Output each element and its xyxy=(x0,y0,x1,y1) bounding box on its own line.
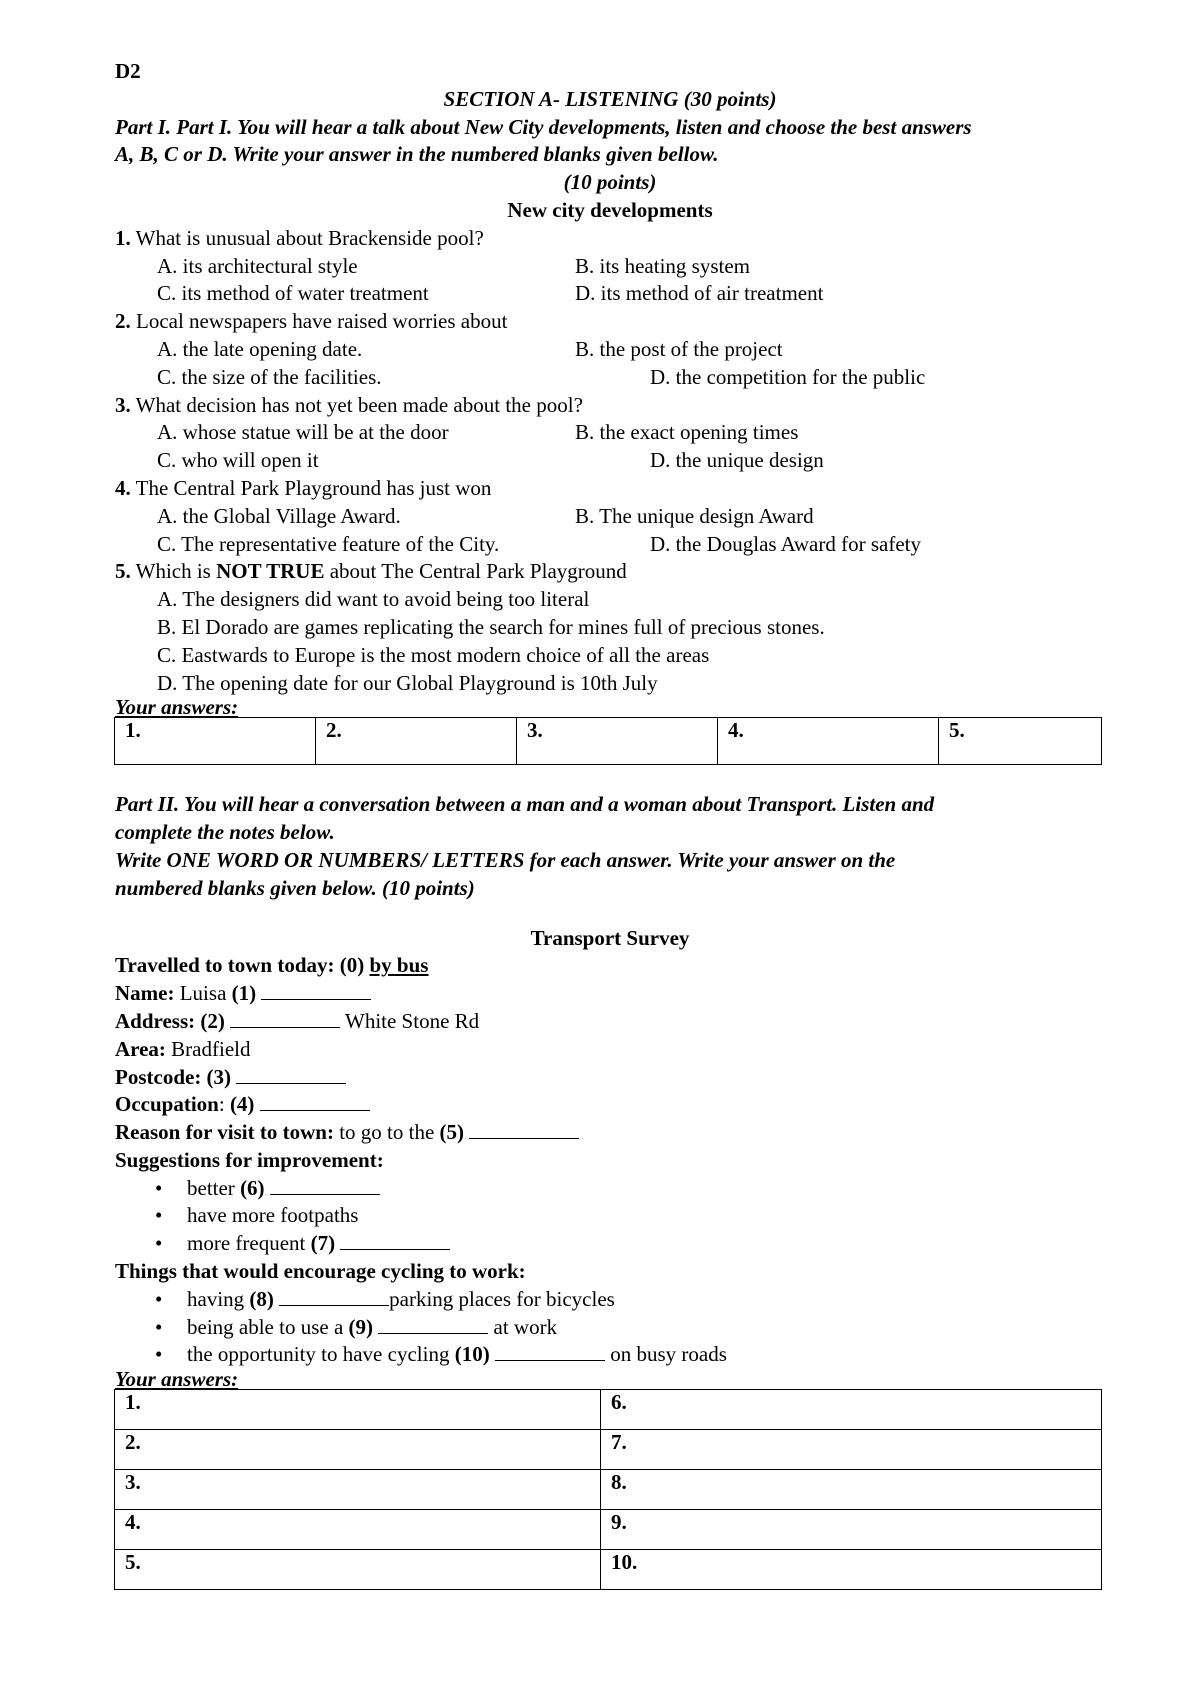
blank-number: (5) xyxy=(439,1120,465,1145)
area-value: Bradfield xyxy=(165,1036,251,1061)
your-answers-label: Your answers: xyxy=(115,1367,239,1392)
part1-instruction-line2: A, B, C or D. Write your answer in the numbered blanks given bellow. xyxy=(115,142,719,167)
bullet-icon: • xyxy=(155,1286,163,1311)
question-text-pre: Which is xyxy=(130,559,217,584)
travelled-row xyxy=(115,952,1105,980)
question-text-post: about The Central Park Playground xyxy=(324,559,627,584)
option-b: B. its heating system xyxy=(575,253,750,278)
question-3 xyxy=(115,392,1105,420)
answer-blank-8[interactable] xyxy=(279,1287,389,1306)
question-number: 3. xyxy=(115,392,131,417)
options-row xyxy=(115,419,1105,447)
blank-number: (1) xyxy=(231,981,257,1006)
bullet-icon: • xyxy=(155,1231,163,1256)
answer-cell-8[interactable]: 8. xyxy=(601,1470,1102,1510)
your-answers-label: Your answers: xyxy=(115,695,239,720)
question-2 xyxy=(115,308,1105,336)
question-text: What decision has not yet been made about the pool? xyxy=(130,392,583,417)
option-c: C. The representative feature of the City. xyxy=(157,531,500,556)
answer-cell-5[interactable]: 5. xyxy=(939,718,1102,765)
area-label: Area: xyxy=(115,1036,166,1061)
options-row xyxy=(115,503,1105,531)
question-number: 2. xyxy=(115,309,131,334)
answer-cell-2[interactable]: 2. xyxy=(115,1430,601,1470)
occupation-label: Occupation xyxy=(115,1092,219,1117)
answer-blank-6[interactable] xyxy=(270,1176,380,1195)
travelled-example: by bus xyxy=(369,953,429,978)
options-row xyxy=(115,280,1105,308)
name-row xyxy=(115,980,1105,1008)
part2-instruction-line3: Write ONE WORD OR NUMBERS/ LETTERS for each answer. Write your answer on the xyxy=(115,847,896,872)
bullet-icon: • xyxy=(155,1342,163,1367)
suggestion-text: better xyxy=(187,1175,241,1200)
options-row xyxy=(115,364,1105,392)
cycling-text: parking places for bicycles xyxy=(389,1286,615,1311)
option-c: C. the size of the facilities. xyxy=(157,364,382,389)
suggestion-item xyxy=(115,1230,1105,1258)
reason-label: Reason for visit to town: xyxy=(115,1120,334,1145)
answer-blank-4[interactable] xyxy=(260,1092,370,1111)
option-a: A. its architectural style xyxy=(157,253,358,278)
name-label: Name: xyxy=(115,981,175,1006)
option-c: C. Eastwards to Europe is the most modern choice of all the areas xyxy=(157,642,710,667)
option-a: A. The designers did want to avoid being too literal xyxy=(157,587,590,612)
bullet-icon: • xyxy=(155,1203,163,1228)
blank-number: (8) xyxy=(249,1286,274,1311)
answer-cell-3[interactable]: 3. xyxy=(115,1470,601,1510)
option-b: B. The unique design Award xyxy=(575,503,814,528)
option-b: B. the exact opening times xyxy=(575,420,799,445)
answer-blank-1[interactable] xyxy=(261,981,371,1000)
things-label: Things that would encourage cycling to work: xyxy=(115,1259,526,1284)
blank-number: (9) xyxy=(348,1314,374,1339)
option-a: A. whose statue will be at the door xyxy=(157,420,449,445)
answer-cell-7[interactable]: 7. xyxy=(601,1430,1102,1470)
cycling-text: the opportunity to have cycling xyxy=(187,1342,455,1367)
options-row xyxy=(115,531,1105,559)
option-c: C. its method of water treatment xyxy=(157,281,429,306)
part2-instruction-line4: numbered blanks given below. (10 points) xyxy=(115,875,475,900)
part2-answer-table xyxy=(114,1389,1102,1590)
option-d: D. its method of air treatment xyxy=(575,281,824,306)
part2-title: Transport Survey xyxy=(530,925,690,950)
travelled-label: Travelled to town today: (0) xyxy=(115,953,370,978)
option-b: B. El Dorado are games replicating the search for mines full of precious stones. xyxy=(157,614,825,639)
question-text: The Central Park Playground has just won xyxy=(130,475,492,500)
part2-instruction-line1: Part II. You will hear a conversation between a man and a woman about Transport. Listen and xyxy=(115,792,935,817)
option-c: C. who will open it xyxy=(157,448,319,473)
option-a: A. the late opening date. xyxy=(157,336,363,361)
address-value: White Stone Rd xyxy=(340,1008,480,1033)
answer-cell-6[interactable]: 6. xyxy=(601,1390,1102,1430)
answer-cell-4[interactable]: 4. xyxy=(115,1510,601,1550)
bullet-icon: • xyxy=(155,1175,163,1200)
address-label: Address: (2) xyxy=(115,1008,225,1033)
suggestion-item xyxy=(115,1202,1105,1230)
cycling-text: having xyxy=(187,1286,250,1311)
address-row xyxy=(115,1008,1105,1036)
section-title: SECTION A- LISTENING (30 points) xyxy=(443,86,777,111)
question-1 xyxy=(115,225,1105,253)
worksheet-page xyxy=(115,58,1105,1590)
blank-number: (4) xyxy=(229,1092,255,1117)
reason-value: to go to the xyxy=(333,1120,440,1145)
options-row xyxy=(115,336,1105,364)
cycling-text: being able to use a xyxy=(187,1314,349,1339)
answer-cell-5[interactable]: 5. xyxy=(115,1550,601,1590)
occupation-colon: : xyxy=(218,1092,230,1117)
option-a: A. the Global Village Award. xyxy=(157,503,401,528)
answer-cell-9[interactable]: 9. xyxy=(601,1510,1102,1550)
suggestion-text: have more footpaths xyxy=(187,1203,359,1228)
part1-points: (10 points) xyxy=(563,170,657,195)
answer-cell-2[interactable]: 2. xyxy=(316,718,517,765)
option-d: D. The opening date for our Global Playground is 10th July xyxy=(157,670,658,695)
suggestion-item xyxy=(115,1175,1105,1203)
cycling-item xyxy=(115,1341,1105,1369)
question-text: What is unusual about Brackenside pool? xyxy=(130,225,484,250)
area-row xyxy=(115,1036,1105,1064)
option-d: D. the Douglas Award for safety xyxy=(650,531,922,556)
cycling-item xyxy=(115,1314,1105,1342)
part1-title: New city developments xyxy=(507,197,713,222)
blank-number: (7) xyxy=(310,1231,336,1256)
part1-answer-table xyxy=(114,717,1102,765)
answer-cell-3[interactable]: 3. xyxy=(517,718,718,765)
answer-blank-7[interactable] xyxy=(340,1231,450,1250)
answer-cell-1[interactable]: 1. xyxy=(115,1390,601,1430)
options-row xyxy=(115,253,1105,281)
suggestions-label: Suggestions for improvement: xyxy=(115,1147,384,1172)
doc-code: D2 xyxy=(115,59,141,83)
options-row xyxy=(115,447,1105,475)
answer-blank-3[interactable] xyxy=(236,1065,346,1084)
name-value: Luisa xyxy=(174,981,232,1006)
question-5 xyxy=(115,558,1105,586)
cycling-text: at work xyxy=(488,1314,558,1339)
answer-blank-2[interactable] xyxy=(230,1009,340,1028)
cycling-text: on busy roads xyxy=(604,1342,727,1367)
option-d: D. the unique design xyxy=(650,448,824,473)
option-b: B. the post of the project xyxy=(575,336,783,361)
part2-instruction-line2: complete the notes below. xyxy=(115,820,335,845)
occupation-row xyxy=(115,1091,1105,1119)
cycling-item xyxy=(115,1286,1105,1314)
part1-instruction-line1: Part I. Part I. You will hear a talk about New City developments, listen and choose the best answers xyxy=(115,114,972,139)
question-number: 1. xyxy=(115,225,131,250)
question-text-emphasis: NOT TRUE xyxy=(216,559,325,584)
answer-blank-9[interactable] xyxy=(378,1315,488,1334)
answer-blank-5[interactable] xyxy=(469,1120,579,1139)
blank-number: (6) xyxy=(240,1175,265,1200)
answer-cell-4[interactable]: 4. xyxy=(718,718,939,765)
option-d: D. the competition for the public xyxy=(650,364,926,389)
suggestion-text: more frequent xyxy=(187,1231,311,1256)
question-text: Local newspapers have raised worries about xyxy=(130,309,508,334)
question-number: 4. xyxy=(115,475,131,500)
answer-cell-1[interactable]: 1. xyxy=(115,718,316,765)
answer-blank-10[interactable] xyxy=(495,1342,605,1361)
reason-row xyxy=(115,1119,1105,1147)
question-4 xyxy=(115,475,1105,503)
question-number: 5. xyxy=(115,559,131,584)
postcode-row xyxy=(115,1064,1105,1092)
blank-number: (10) xyxy=(454,1342,490,1367)
postcode-label: Postcode: (3) xyxy=(115,1064,232,1089)
answer-cell-10[interactable]: 10. xyxy=(601,1550,1102,1590)
bullet-icon: • xyxy=(155,1314,163,1339)
